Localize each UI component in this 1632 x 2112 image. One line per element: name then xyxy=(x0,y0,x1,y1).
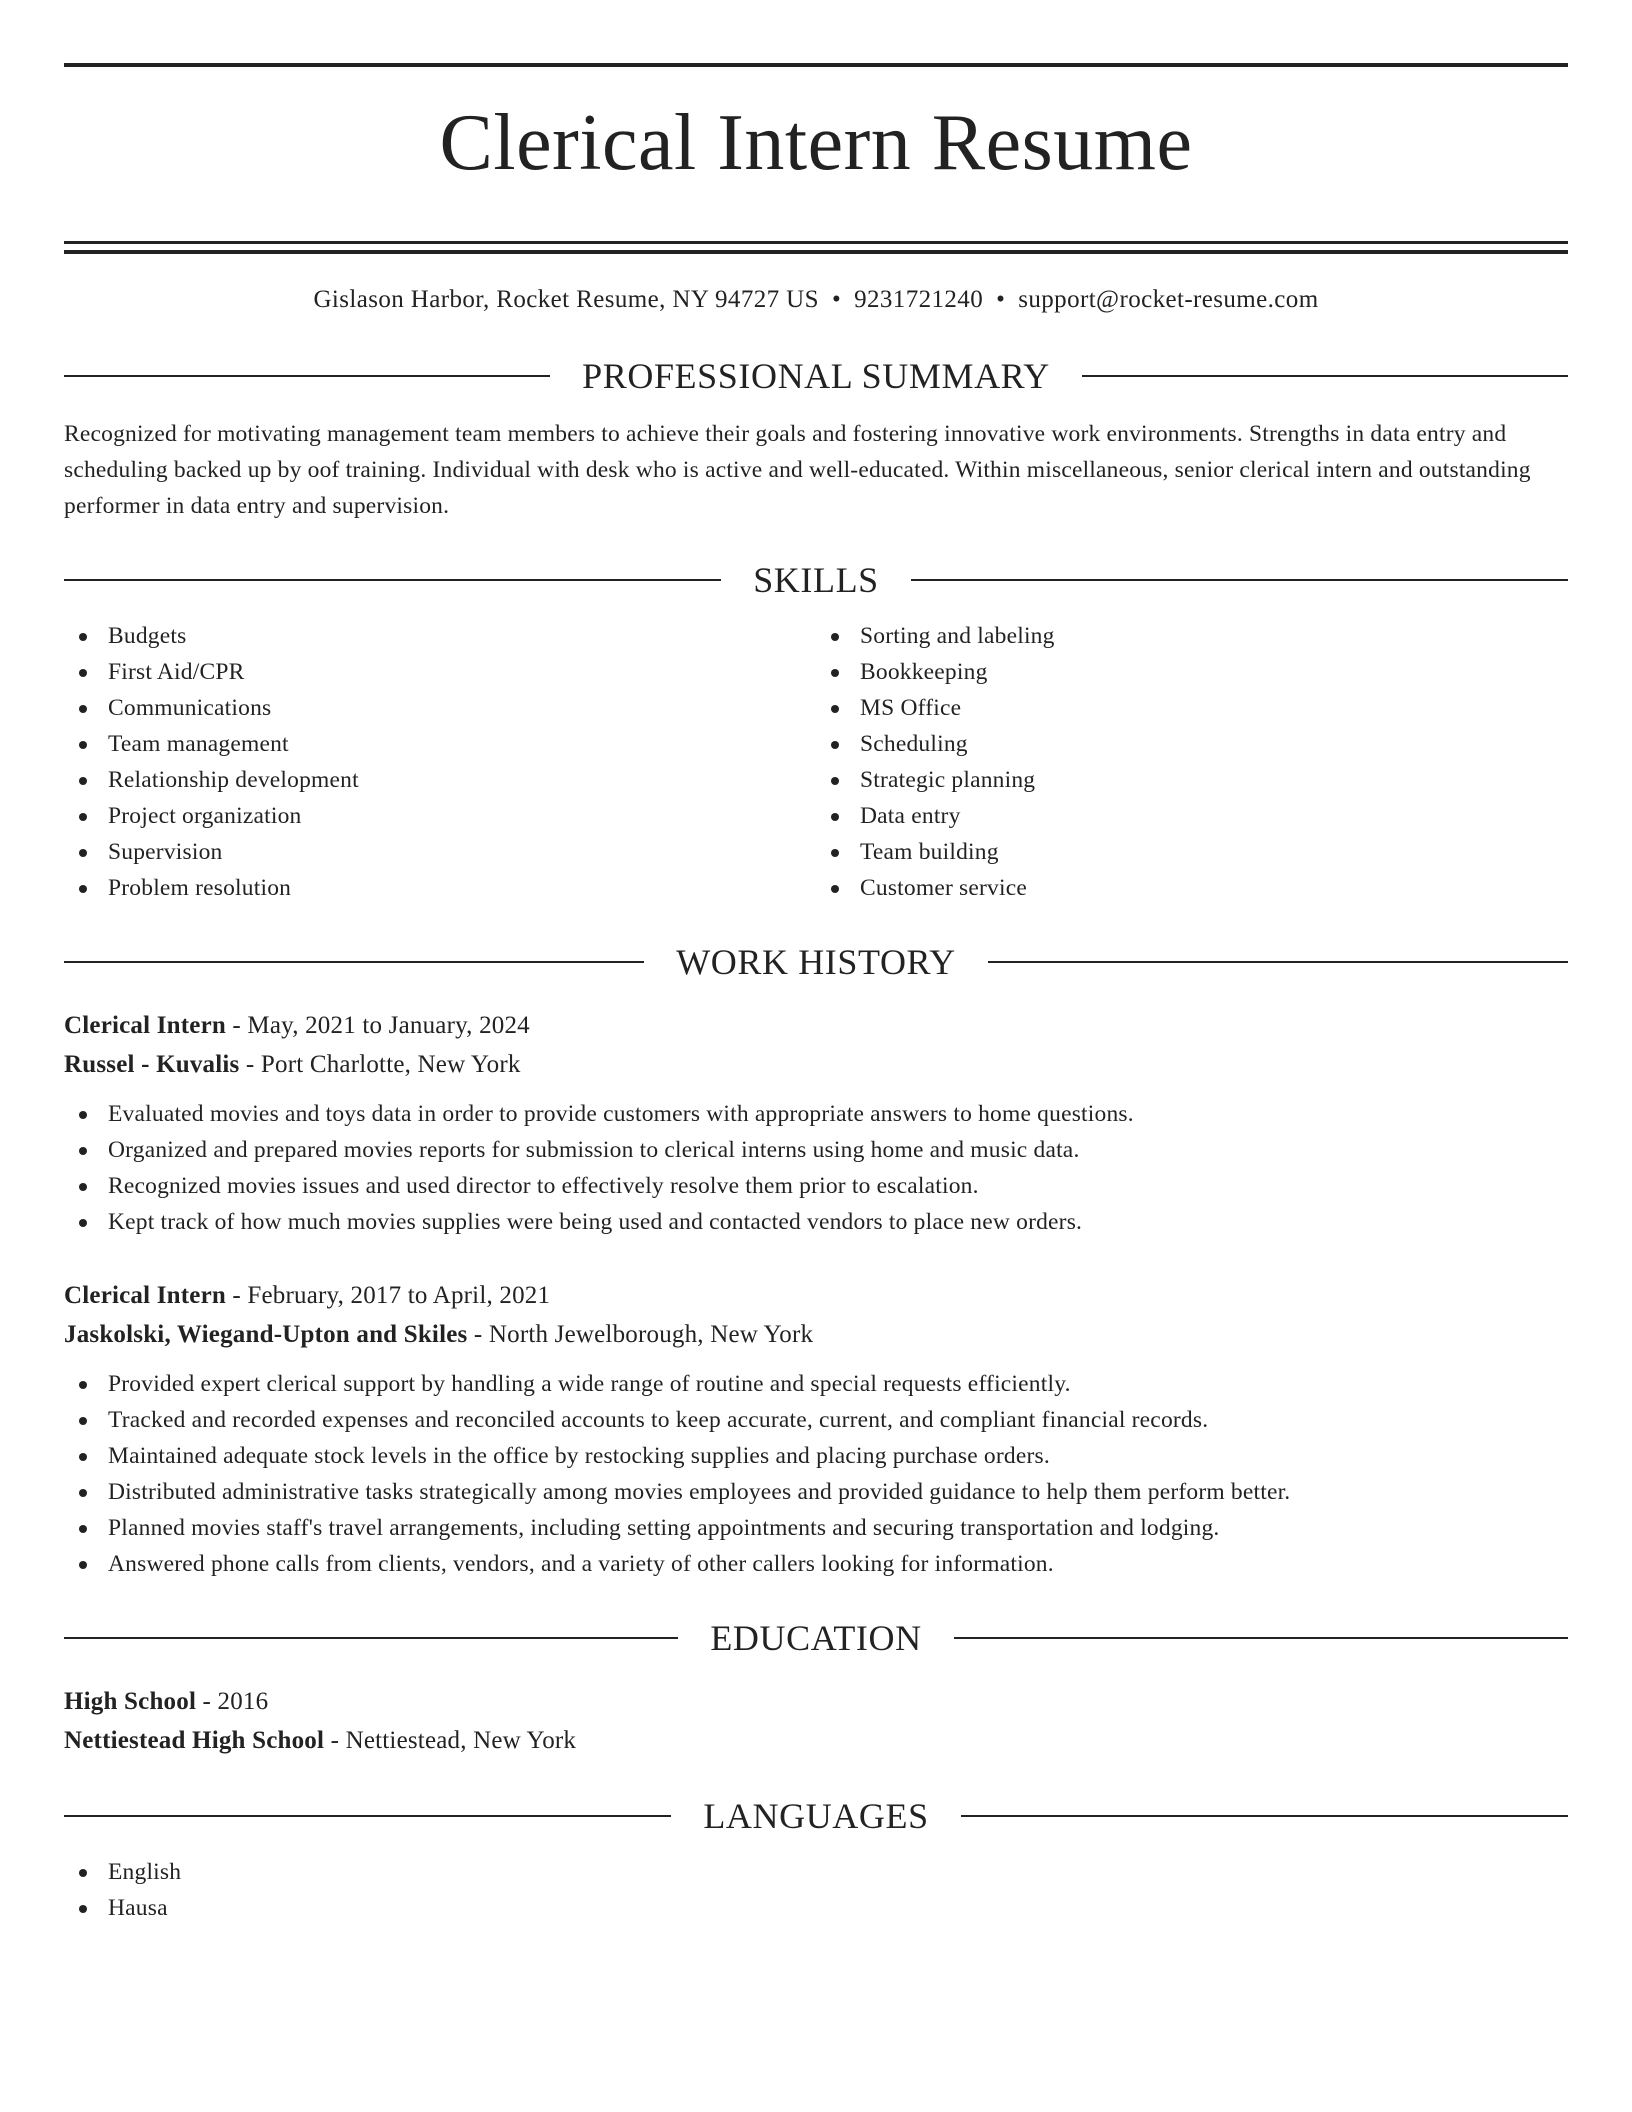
education-school-line xyxy=(64,1721,1568,1760)
job-duty-item: Recognized movies issues and used director to effectively resolve them prior to escalation. xyxy=(64,1168,1568,1204)
job-company: Jaskolski, Wiegand-Upton and Skiles xyxy=(64,1321,468,1348)
job-dates: - May, 2021 to January, 2024 xyxy=(225,1012,530,1039)
languages-section-heading xyxy=(64,1798,1568,1834)
skill-item: Supervision xyxy=(64,834,816,870)
job-company-line xyxy=(64,1315,1568,1354)
skill-item: Budgets xyxy=(64,618,816,654)
job-duty-item: Maintained adequate stock levels in the office by restocking supplies and placing purchase orders. xyxy=(64,1438,1568,1474)
skill-item: Scheduling xyxy=(816,726,1568,762)
job-entry xyxy=(64,1006,1568,1240)
education-location: - Nettiestead, New York xyxy=(324,1727,577,1754)
job-duty-item: Answered phone calls from clients, vendors, and a variety of other callers looking for information. xyxy=(64,1546,1568,1582)
job-entry xyxy=(64,1276,1568,1582)
heading-rule-right xyxy=(954,1637,1568,1639)
contact-separator: • xyxy=(996,286,1006,313)
education-heading: EDUCATION xyxy=(710,1618,922,1658)
contact-phone: 9231721240 xyxy=(854,286,984,313)
education-section-heading xyxy=(64,1620,1568,1656)
job-company-line xyxy=(64,1045,1568,1084)
top-rule xyxy=(64,63,1568,67)
resume-title: Clerical Intern Resume xyxy=(439,99,1193,187)
education-school: Nettiestead High School xyxy=(64,1727,325,1754)
languages-list xyxy=(64,1854,1568,1926)
heading-rule-right xyxy=(961,1815,1568,1817)
heading-rule-left xyxy=(64,1815,671,1817)
contact-address: Gislason Harbor, Rocket Resume, NY 94727 US xyxy=(313,286,819,313)
title-double-rule xyxy=(64,241,1568,254)
job-company: Russel - Kuvalis xyxy=(64,1051,240,1078)
job-title-line xyxy=(64,1006,1568,1045)
languages-heading: LANGUAGES xyxy=(703,1796,929,1836)
language-item: English xyxy=(64,1854,1568,1890)
heading-rule-right xyxy=(1082,375,1568,377)
contact-email: support@rocket-resume.com xyxy=(1018,286,1319,313)
work-section-heading xyxy=(64,944,1568,980)
skill-item: Team building xyxy=(816,834,1568,870)
job-duties xyxy=(64,1366,1568,1582)
job-duty-item: Tracked and recorded expenses and reconciled accounts to keep accurate, current, and compliant financial records. xyxy=(64,1402,1568,1438)
job-title: Clerical Intern xyxy=(64,1282,226,1309)
job-duty-item: Distributed administrative tasks strategically among movies employees and provided guidance to help them perform better. xyxy=(64,1474,1568,1510)
heading-rule-right xyxy=(988,961,1568,963)
heading-rule-left xyxy=(64,375,550,377)
job-duties xyxy=(64,1096,1568,1240)
skill-item: Relationship development xyxy=(64,762,816,798)
summary-section-heading xyxy=(64,358,1568,394)
skills-heading: SKILLS xyxy=(753,560,879,600)
job-location: - North Jewelborough, New York xyxy=(467,1321,814,1348)
skill-item: MS Office xyxy=(816,690,1568,726)
job-location: - Port Charlotte, New York xyxy=(239,1051,521,1078)
skill-item: Problem resolution xyxy=(64,870,816,906)
skill-item: First Aid/CPR xyxy=(64,654,816,690)
skill-item: Project organization xyxy=(64,798,816,834)
education-entry xyxy=(64,1682,1568,1760)
skills-list-right xyxy=(816,618,1568,906)
skill-item: Bookkeeping xyxy=(816,654,1568,690)
skills-section-heading xyxy=(64,562,1568,598)
skills-list-left xyxy=(64,618,816,906)
heading-rule-left xyxy=(64,961,644,963)
job-duty-item: Planned movies staff's travel arrangements, including setting appointments and securing transportation and lodging. xyxy=(64,1510,1568,1546)
skills-columns xyxy=(64,618,1568,906)
heading-rule-left xyxy=(64,579,721,581)
job-duty-item: Kept track of how much movies supplies were being used and contacted vendors to place new orders. xyxy=(64,1204,1568,1240)
contact-separator: • xyxy=(831,286,842,313)
job-duty-item: Evaluated movies and toys data in order to provide customers with appropriate answers to home questions. xyxy=(64,1096,1568,1132)
education-degree-line xyxy=(64,1682,1568,1721)
job-title: Clerical Intern xyxy=(64,1012,226,1039)
language-item: Hausa xyxy=(64,1890,1568,1926)
work-heading: WORK HISTORY xyxy=(676,942,956,982)
summary-heading: PROFESSIONAL SUMMARY xyxy=(582,356,1050,396)
education-degree: High School xyxy=(64,1688,197,1715)
heading-rule-right xyxy=(911,579,1568,581)
job-dates: - February, 2017 to April, 2021 xyxy=(225,1282,551,1309)
skill-item: Strategic planning xyxy=(816,762,1568,798)
job-title-line xyxy=(64,1276,1568,1315)
job-duty-item: Organized and prepared movies reports for submission to clerical interns using home and music data. xyxy=(64,1132,1568,1168)
education-year: - 2016 xyxy=(196,1688,269,1715)
job-duty-item: Provided expert clerical support by handling a wide range of routine and special requests efficiently. xyxy=(64,1366,1568,1402)
summary-text: Recognized for motivating management team members to achieve their goals and fostering innovative work environments. Strengths in data entry and scheduling backed up by oof training. Individual with desk who is active and well-educated. Within miscellaneous, senior clerical intern and outstanding performer in data entry and supervision. xyxy=(64,421,1531,519)
skill-item: Team management xyxy=(64,726,816,762)
skill-item: Data entry xyxy=(816,798,1568,834)
skill-item: Customer service xyxy=(816,870,1568,906)
heading-rule-left xyxy=(64,1637,678,1639)
contact-line xyxy=(64,286,1568,320)
skill-item: Sorting and labeling xyxy=(816,618,1568,654)
skill-item: Communications xyxy=(64,690,816,726)
